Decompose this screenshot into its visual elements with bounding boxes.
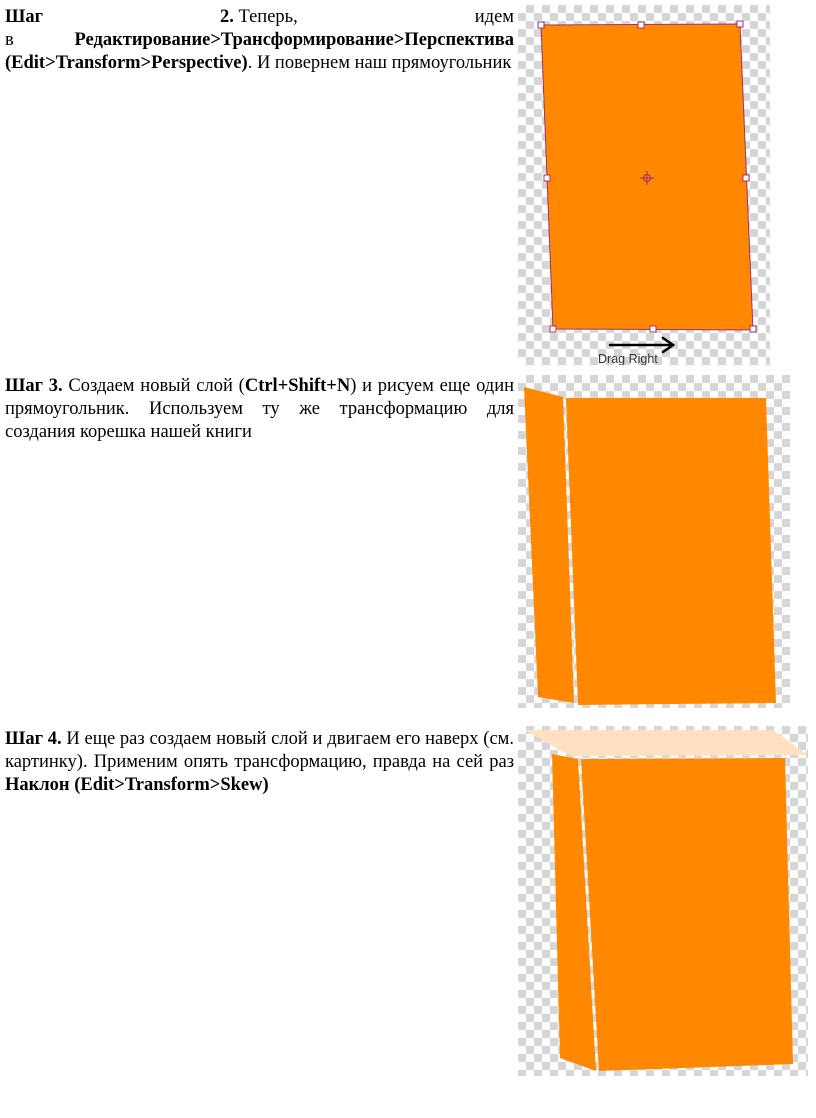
handle-top-right[interactable]	[737, 21, 743, 27]
step-3-text-2: ) и рисуем еще один прямоугольник. Используем ту же трансформацию для создания корешка нашей книги	[5, 376, 515, 442]
step-4-paragraph	[5, 728, 514, 797]
step-3-paragraph	[5, 375, 514, 444]
step-3-text-1: Создаем новый слой (	[68, 376, 245, 396]
figure-3-canvas	[518, 726, 808, 1076]
step-2-number: 2.	[220, 7, 234, 27]
step-3-shortcut: Ctrl+Shift+N	[244, 376, 351, 396]
book-cover	[566, 398, 776, 705]
figure-2-canvas	[518, 375, 790, 708]
handle-middle-right[interactable]	[743, 175, 749, 181]
book-cover	[581, 758, 793, 1071]
drag-right-caption: Drag Right	[598, 352, 658, 365]
step-4-label: Шаг 4.	[5, 729, 62, 749]
step-3-label: Шаг 3.	[5, 376, 63, 396]
step-2-label: Шаг	[5, 7, 43, 27]
arrow-right-icon	[610, 338, 673, 352]
step-4-text-1: И еще раз создаем новый слой и двигаем его наверх (см. картинку). Применим опять трансформацию, правда на сей раз	[5, 729, 514, 772]
book-top-face	[524, 730, 808, 756]
step-2-paragraph: Шаг 2. Теперь, идем в Редактирование>Трансформирование>Перспектива (Edit>Transform>Perspective). И повернем наш прямоугольник	[5, 7, 514, 73]
handle-middle-left[interactable]	[544, 175, 550, 181]
figure-book-spine	[518, 375, 790, 708]
handle-bottom-right[interactable]	[750, 326, 756, 332]
book-spine	[524, 387, 574, 703]
handle-bottom-middle[interactable]	[650, 326, 656, 332]
handle-bottom-left[interactable]	[550, 326, 556, 332]
handle-top-middle[interactable]	[638, 22, 644, 28]
figure-book-top	[518, 726, 808, 1076]
figure-perspective-rectangle	[518, 5, 770, 365]
step-2-menu-path: Редактирование>Трансформирование>Перспектива (Edit>Transform>Perspective)	[5, 30, 514, 73]
step-4-skew-path: Наклон (Edit>Transform>Skew)	[5, 775, 269, 795]
handle-top-left[interactable]	[538, 22, 544, 28]
step-2-text-2: . И повернем наш прямоугольник	[247, 53, 512, 73]
figure-1-canvas	[518, 5, 770, 365]
